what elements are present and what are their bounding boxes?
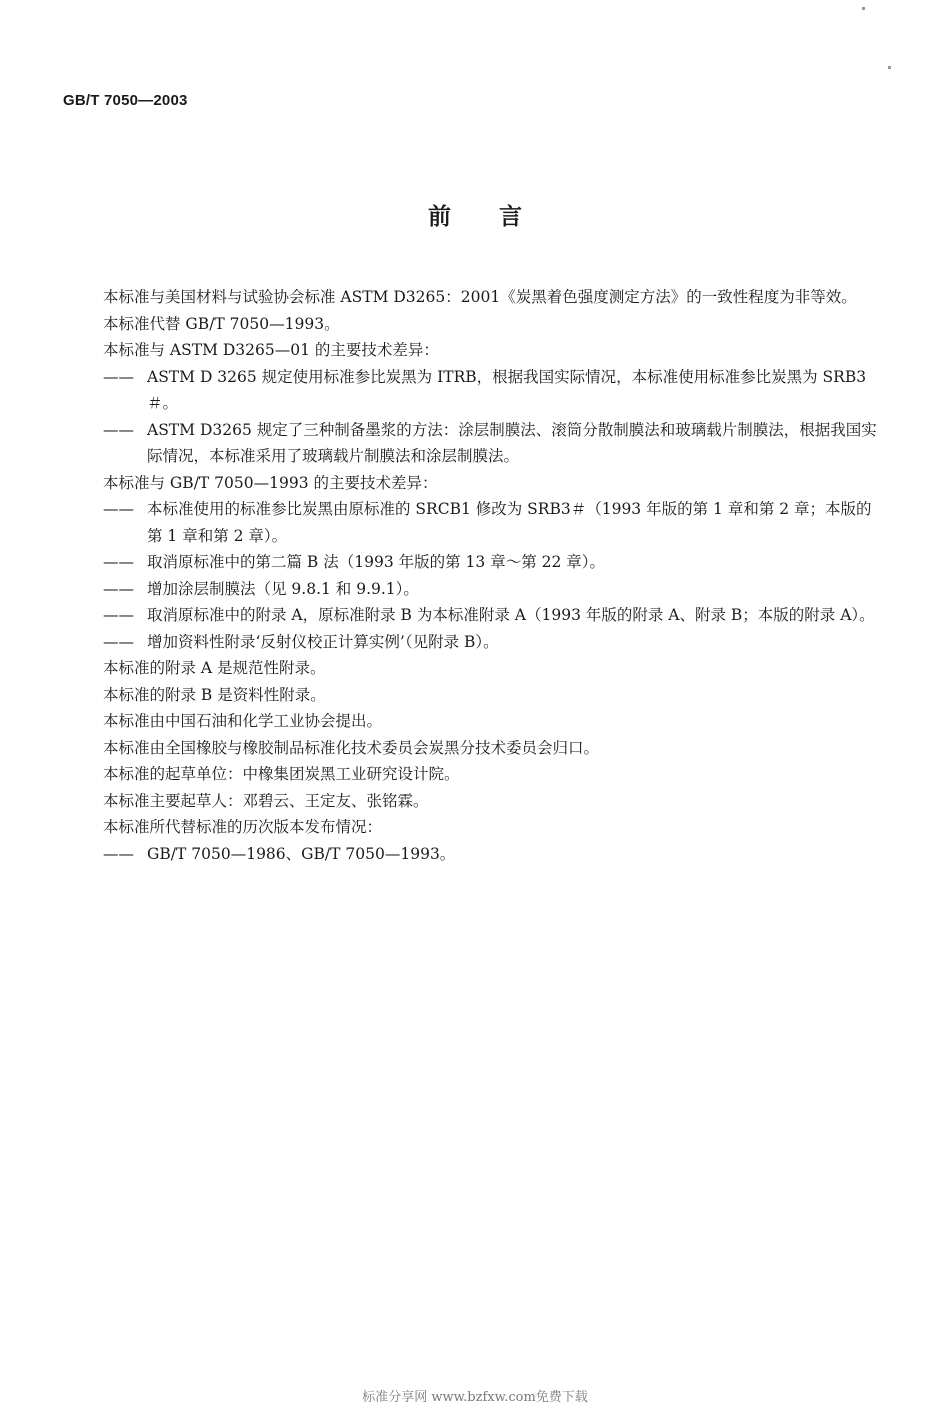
closing-paragraph: 本标准由全国橡胶与橡胶制品标准化技术委员会炭黑分技术委员会归口。 [103, 738, 600, 757]
dash-marker: —— [103, 367, 134, 386]
closing-paragraph: 本标准主要起草人：邓碧云、王定友、张铭霖。 [103, 791, 429, 810]
list-item: —— ASTM D3265 规定了三种制备墨浆的方法：涂层制膜法、滚筒分散制膜法和玻璃载片制膜法，根据我国实际情况，本标准采用了玻璃载片制膜法和涂层制膜法。 [63, 417, 881, 470]
dash-marker: —— [103, 553, 134, 571]
closing-paragraph: 本标准的起草单位：中橡集团炭黑工业研究设计院。 [103, 765, 460, 783]
standard-code: GB/T 7050—2003 [63, 92, 188, 109]
list-item: —— 取消原标准中的附录 A，原标准附录 B 为本标准附录 A（1993 年版的附录 A、附录 B；本版的附录 A）。 [63, 602, 881, 629]
document-body [63, 284, 881, 867]
dash-marker: —— [103, 420, 134, 439]
list-item: —— ASTM D 3265 规定使用标准参比炭黑为 ITRB，根据我国实际情况，本标准使用标准参比炭黑为 SRB3＃。 [63, 364, 881, 417]
closing-paragraph: 本标准所代替标准的历次版本发布情况： [103, 818, 383, 836]
dash-marker: —— [103, 579, 134, 598]
page-title: 前言 [428, 203, 570, 230]
dash-marker: —— [103, 500, 134, 518]
closing-paragraph: 本标准的附录 A 是规范性附录。 [103, 659, 326, 677]
gb-diff-heading: 本标准与 GB/T 7050—1993 的主要技术差异： [103, 473, 438, 492]
scan-mark-top [862, 7, 865, 10]
list-item: —— 本标准使用的标准参比炭黑由原标准的 SRCB1 修改为 SRB3＃（1993 年版的第 1 章和第 2 章；本版的第 1 章和第 2 章）。 [63, 496, 881, 549]
dash-marker: —— [103, 844, 134, 863]
intro-paragraph: 本标准与美国材料与试验协会标准 ASTM D3265：2001《炭黑着色强度测定方法》的一致性程度为非等效。 [103, 288, 857, 306]
list-item: —— 增加资料性附录‘反射仪校正计算实例’（见附录 B）。 [63, 629, 881, 656]
scan-mark-right [888, 66, 891, 69]
dash-marker: —— [103, 632, 134, 651]
footer-watermark: 标准分享网 www.bzfxw.com免费下载 [362, 1390, 588, 1405]
list-item: —— 取消原标准中的第二篇 B 法（1993 年版的第 13 章～第 22 章）。 [63, 549, 881, 576]
list-item: —— 增加涂层制膜法（见 9.8.1 和 9.9.1）。 [63, 576, 881, 603]
intro-paragraph: 本标准代替 GB/T 7050—1993。 [103, 314, 340, 333]
dash-marker: —— [103, 606, 134, 624]
astm-diff-heading: 本标准与 ASTM D3265—01 的主要技术差异： [103, 341, 439, 359]
list-item: —— GB/T 7050—1986、GB/T 7050—1993。 [63, 841, 881, 868]
closing-paragraph: 本标准由中国石油和化学工业协会提出。 [103, 712, 383, 730]
closing-paragraph: 本标准的附录 B 是资料性附录。 [103, 685, 326, 704]
